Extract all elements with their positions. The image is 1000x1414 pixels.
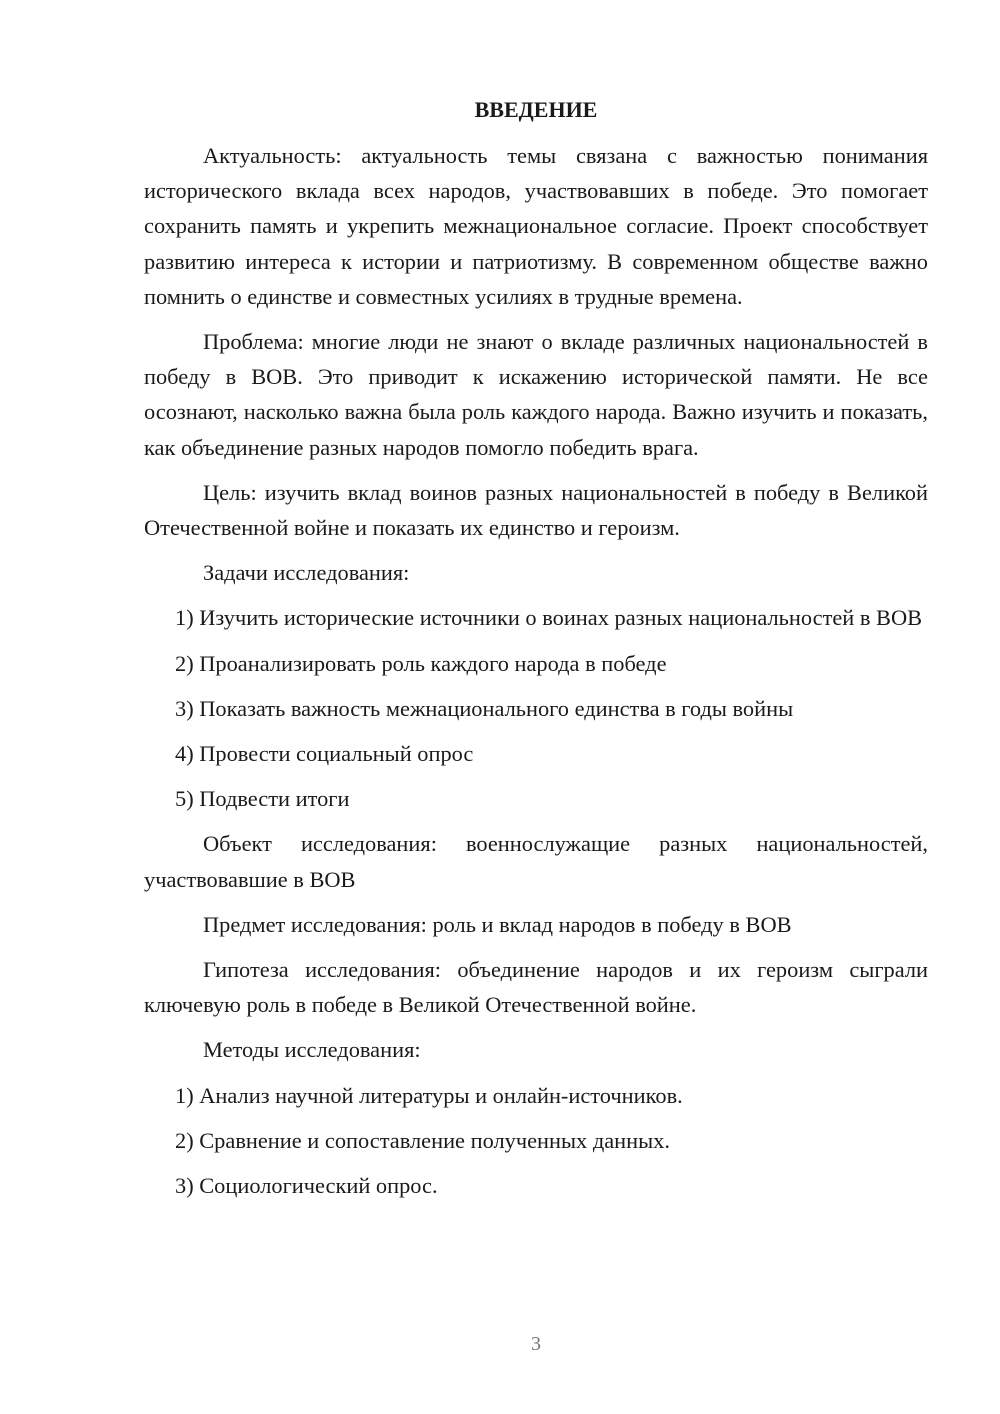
task-item: 2) Проанализировать роль каждого народа в победе [175,650,667,676]
object-paragraph: Объект исследования: военнослужащие разных национальностей, участвовавшие в ВОВ [144,831,928,892]
section-heading: ВВЕДЕНИЕ [474,97,598,122]
method-item: 1) Анализ научной литературы и онлайн-источников. [175,1082,683,1108]
document-page [144,92,928,1213]
subject-paragraph: Предмет исследования: роль и вклад народов в победу в ВОВ [203,911,792,937]
task-item: 3) Показать важность межнационального единства в годы войны [175,695,794,721]
task-item: 4) Провести социальный опрос [175,741,474,767]
tasks-heading: Задачи исследования: [203,560,410,586]
method-item: 2) Сравнение и сопоставление полученных данных. [175,1127,670,1153]
relevance-paragraph: Актуальность: актуальность темы связана с важностью понимания исторического вклада всех народов, участвовавших в победе. Это помогает сохранить память и укрепить межнациональное согласие. Проект способствует развитию интереса к истории и патриотизму. В современном обществе важно помнить о единстве и совместных усилиях в трудные времена. [144,143,928,309]
goal-paragraph: Цель: изучить вклад воинов разных национальностей в победу в Великой Отечественной войне и показать их единство и героизм. [144,479,928,541]
hypothesis-paragraph: Гипотеза исследования: объединение народов и их героизм сыграли ключевую роль в победе в Великой Отечественной войне. [144,957,928,1018]
methods-heading: Методы исследования: [203,1037,421,1063]
page-number: 3 [531,1333,541,1355]
problem-paragraph: Проблема: многие люди не знают о вкладе различных национальностей в победу в ВОВ. Это приводит к искажению исторической памяти. Не все осознают, насколько важна была роль каждого народа. Важно изучить и показать, как объединение разных народов помогло победить врага. [144,329,928,460]
task-item: 5) Подвести итоги [175,786,350,812]
task-item: 1) Изучить исторические источники о воинах разных национальностей в ВОВ [175,605,923,631]
method-item: 3) Социологический опрос. [175,1173,438,1199]
